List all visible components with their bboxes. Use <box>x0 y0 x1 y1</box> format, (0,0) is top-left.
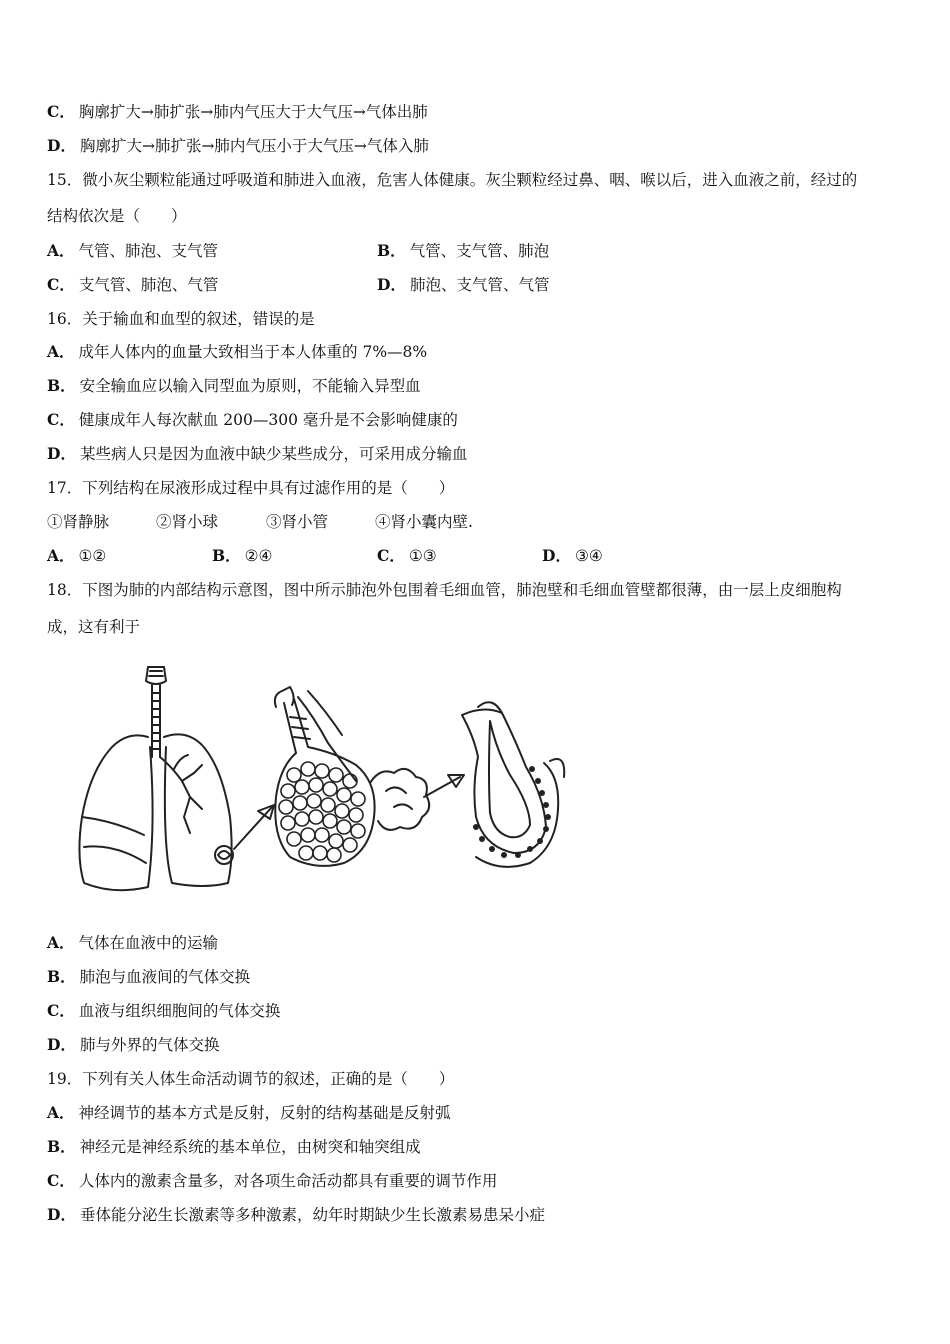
alveolus-capillary-drawing <box>462 702 564 867</box>
q17-option-d[interactable] <box>542 546 603 566</box>
option-text: ②④ <box>244 547 273 565</box>
option-label: C． <box>47 1171 75 1190</box>
option-text: 气管、支气管、肺泡 <box>409 242 550 260</box>
q16-option-a[interactable] <box>47 342 427 362</box>
option-label: B． <box>47 967 76 986</box>
option-label: B． <box>212 546 241 565</box>
q18-stem-line1: 18．下图为肺的内部结构示意图，图中所示肺泡外包围着毛细血管，肺泡壁和毛细血管壁都很薄，由一层上皮细胞构 <box>47 581 842 599</box>
alveoli-cluster-drawing <box>275 687 464 866</box>
q18-option-d[interactable] <box>47 1035 219 1055</box>
option-label: B． <box>47 376 76 395</box>
lungs-drawing <box>79 667 274 890</box>
q16-option-d[interactable] <box>47 444 467 464</box>
q15-option-a[interactable] <box>47 241 218 261</box>
q18-option-b[interactable] <box>47 967 250 987</box>
q19-option-c[interactable] <box>47 1171 497 1191</box>
option-label: D． <box>47 444 76 463</box>
option-label: B． <box>47 1137 76 1156</box>
option-text: 胸廓扩大→肺扩张→肺内气压大于大气压→气体出肺 <box>78 103 428 121</box>
option-text: 垂体能分泌生长激素等多种激素，幼年时期缺少生长激素易患呆小症 <box>79 1206 545 1224</box>
q17-option-c[interactable] <box>377 546 437 566</box>
q15-option-c[interactable] <box>47 275 218 295</box>
option-text: ①② <box>78 547 107 565</box>
option-label: C． <box>377 546 405 565</box>
option-text: 健康成年人每次献血 200—300 毫升是不会影响健康的 <box>78 411 458 429</box>
option-text: 肺与外界的气体交换 <box>79 1036 220 1054</box>
q18-option-c[interactable] <box>47 1001 280 1021</box>
q17-item: ③肾小管 <box>266 513 329 531</box>
option-text: 肺泡与血液间的气体交换 <box>79 968 251 986</box>
option-label: A． <box>47 241 75 260</box>
option-label: A． <box>47 1103 75 1122</box>
option-text: 成年人体内的血量大致相当于本人体重的 7%—8% <box>78 343 428 361</box>
option-label: B． <box>377 241 406 260</box>
option-label: C． <box>47 410 75 429</box>
q17-stem: 17．下列结构在尿液形成过程中具有过滤作用的是（ ） <box>47 479 455 497</box>
option-label: D． <box>47 1035 76 1054</box>
option-text: 某些病人只是因为血液中缺少某些成分，可采用成分输血 <box>79 445 468 463</box>
q19-option-a[interactable] <box>47 1103 451 1123</box>
option-text: 安全输血应以输入同型血为原则，不能输入异型血 <box>79 377 421 395</box>
q17-option-b[interactable] <box>212 546 272 566</box>
option-text: 气体在血液中的运输 <box>78 934 219 952</box>
q16-option-c[interactable] <box>47 410 458 430</box>
option-label: A． <box>47 546 75 565</box>
q15-stem-line1: 15．微小灰尘颗粒能通过呼吸道和肺进入血液，危害人体健康。灰尘颗粒经过鼻、咽、喉以后，进入血液之前，经过的 <box>47 171 858 189</box>
option-text: 胸廓扩大→肺扩张→肺内气压小于大气压→气体入肺 <box>79 137 429 155</box>
option-label: D． <box>542 546 571 565</box>
q17-item: ①肾静脉 <box>47 513 110 531</box>
q18-stem-line2: 成，这有利于 <box>47 618 141 636</box>
option-label: A． <box>47 933 75 952</box>
option-text: 支气管、肺泡、气管 <box>78 276 219 294</box>
q16-option-b[interactable] <box>47 376 421 396</box>
lung-structure-figure <box>44 657 584 907</box>
option-text: 气管、肺泡、支气管 <box>78 242 219 260</box>
q19-stem: 19．下列有关人体生命活动调节的叙述，正确的是（ ） <box>47 1070 455 1088</box>
lung-diagram <box>44 657 584 907</box>
q17-item: ②肾小球 <box>156 513 219 531</box>
q19-option-d[interactable] <box>47 1205 545 1225</box>
option-text: 肺泡、支气管、气管 <box>409 276 550 294</box>
option-label: A． <box>47 342 75 361</box>
q17-item: ④肾小囊内壁. <box>375 513 473 531</box>
option-label: D． <box>377 275 406 294</box>
q15-stem-line2: 结构依次是（ ） <box>47 207 187 225</box>
option-text: ①③ <box>408 547 437 565</box>
option-text: 神经调节的基本方式是反射，反射的结构基础是反射弧 <box>78 1104 451 1122</box>
q14-option-d[interactable] <box>47 136 429 156</box>
option-text: 神经元是神经系统的基本单位，由树突和轴突组成 <box>79 1138 421 1156</box>
q19-option-b[interactable] <box>47 1137 421 1157</box>
option-text: ③④ <box>574 547 603 565</box>
q18-option-a[interactable] <box>47 933 218 953</box>
option-label: D． <box>47 136 76 155</box>
option-text: 血液与组织细胞间的气体交换 <box>78 1002 281 1020</box>
q15-option-d[interactable] <box>377 275 549 295</box>
q15-option-b[interactable] <box>377 241 549 261</box>
q16-stem: 16．关于输血和血型的叙述，错误的是 <box>47 310 315 328</box>
q14-option-c[interactable] <box>47 102 428 122</box>
option-label: C． <box>47 275 75 294</box>
option-text: 人体内的激素含量多，对各项生命活动都具有重要的调节作用 <box>78 1172 498 1190</box>
option-label: D． <box>47 1205 76 1224</box>
option-label: C． <box>47 1001 75 1020</box>
option-label: C． <box>47 102 75 121</box>
q17-option-a[interactable] <box>47 546 106 566</box>
